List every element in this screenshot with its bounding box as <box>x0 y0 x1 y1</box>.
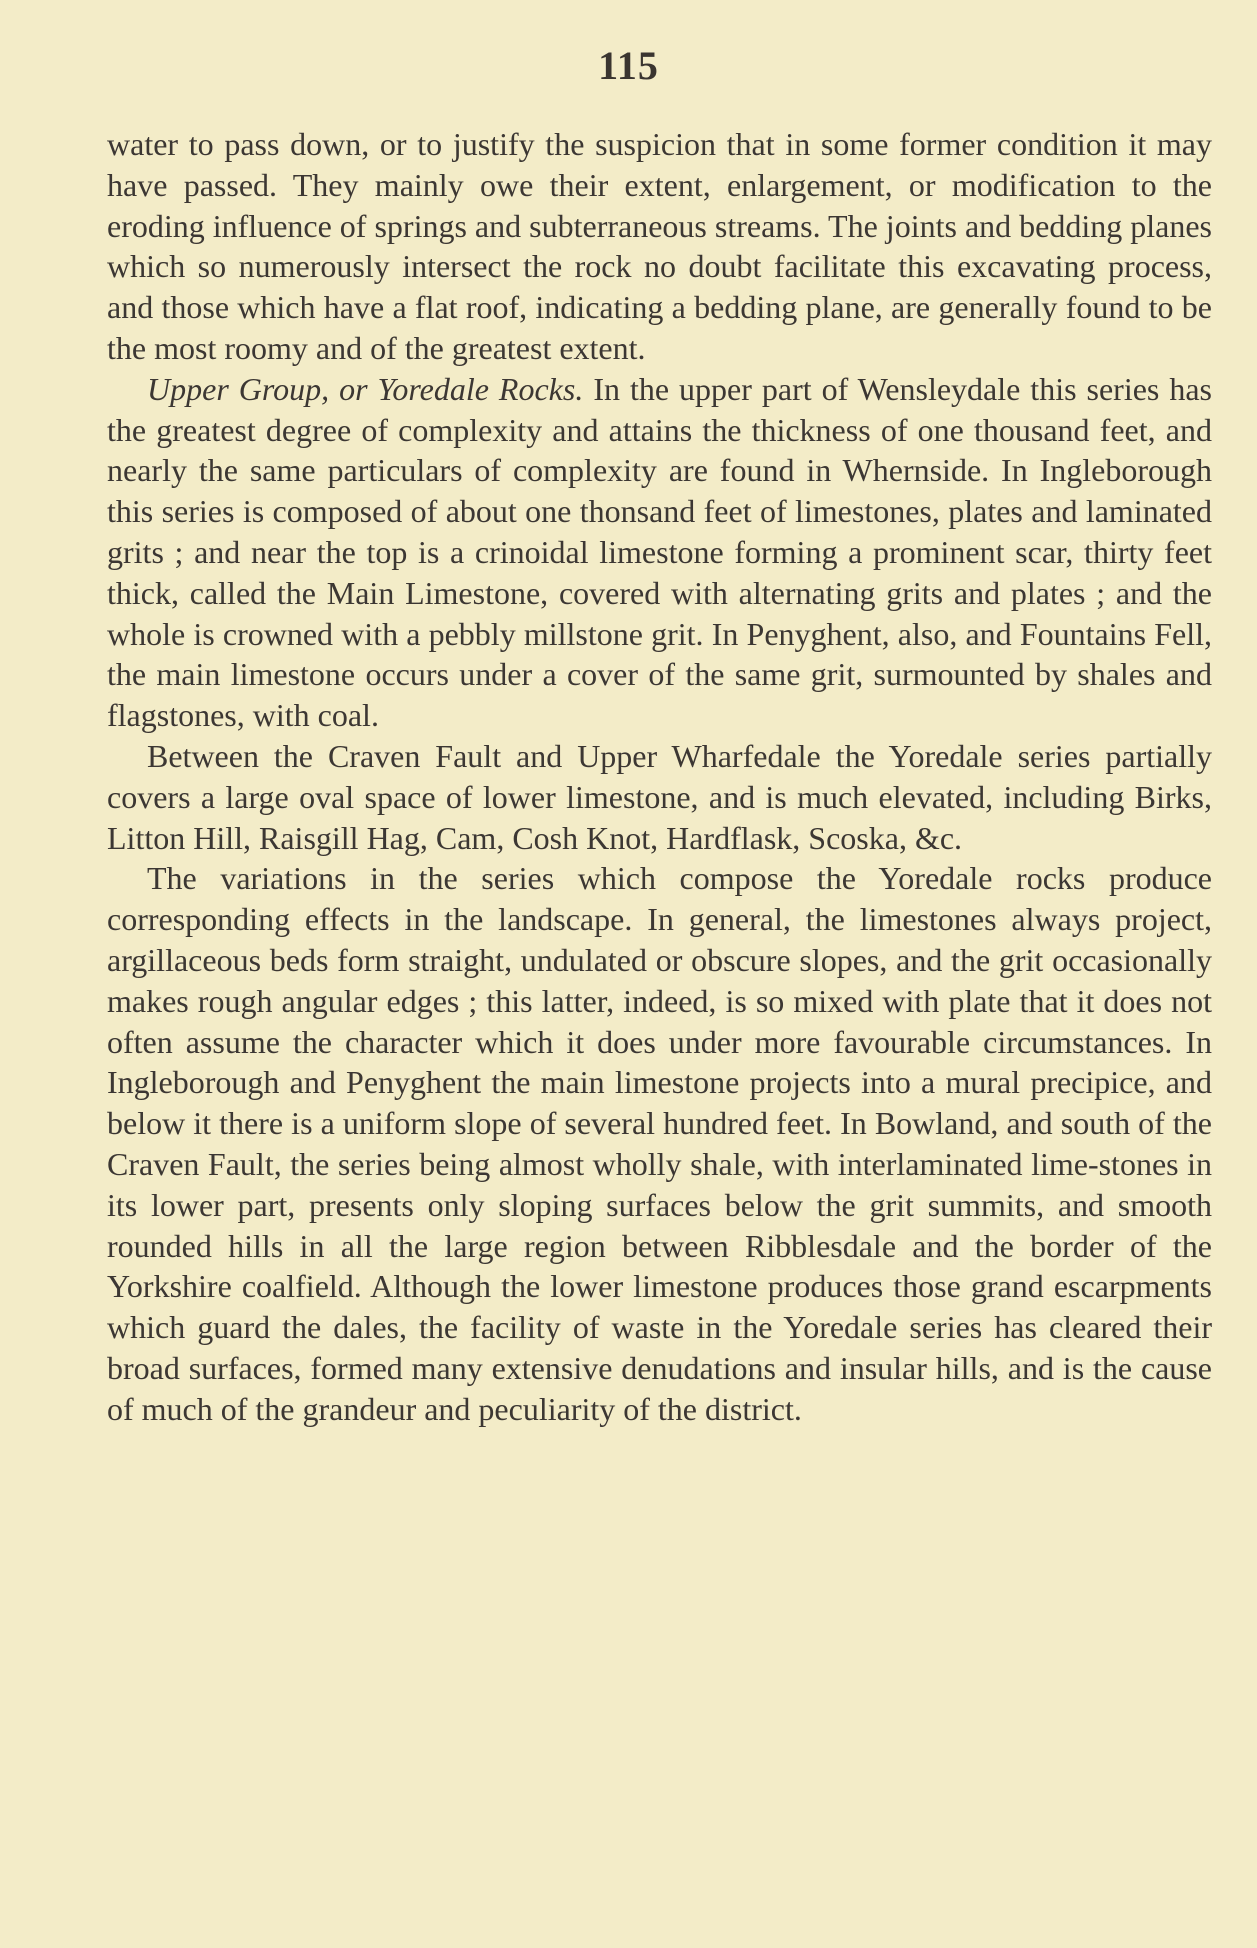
section-heading-italic: Upper Group, or Yoredale Rocks. <box>147 370 584 407</box>
paragraph-variations: The variations in the series which compose the Yoredale rocks produce corresponding effects in the landscape. In general, the limestones always project, argillaceous beds form straight, undulated or obscure slopes, and the grit occasionally makes rough angular edges ; this latter, indeed, is so mixed with plate that it does not often assume the character which it does under more favourable circumstances. In Ingleborough and Penyghent the main limestone projects into a mural precipice, and below it there is a uniform slope of several hundred feet. In Bowland, and south of the Craven Fault, the series being almost wholly shale, with interlaminated lime-stones in its lower part, presents only sloping surfaces below the grit summits, and smooth rounded hills in all the large region between Ribblesdale and the border of the Yorkshire coalfield. Although the lower limestone produces those grand escarpments which guard the dales, the facility of waste in the Yoredale series has cleared their broad surfaces, formed many extensive denudations and insular hills, and is the cause of much of the grandeur and peculiarity of the district. <box>107 860 1212 1427</box>
paragraph-yoredale-rocks <box>107 369 1212 736</box>
body-text <box>107 124 1212 1430</box>
paragraph-caves-continued: water to pass down, or to justify the suspicion that in some former condition it may have passed. They mainly owe their extent, enlargement, or modification to the eroding influence of springs and subterraneous streams. The joints and bedding planes which so numerously intersect the rock no doubt facilitate this excavating process, and those which have a flat roof, indicating a bedding plane, are generally found to be the most roomy and of the greatest extent. <box>107 126 1212 366</box>
paragraph-craven-fault: Between the Craven Fault and Upper Wharfedale the Yoredale series partially covers a large oval space of lower limestone, and is much elevated, including Birks, Litton Hill, Raisgill Hag, Cam, Cosh Knot, Hardflask, Scoska, &c. <box>107 737 1212 856</box>
page-number: 115 <box>598 43 659 88</box>
paragraph-yoredale-rocks-text: In the upper part of Wensleydale this series has the greatest degree of complexity and attains the thickness of one thousand feet, and nearly the same particulars of complexity are found in Whernside. In Ingleborough this series is composed of about one thonsand feet of limestones, plates and laminated grits ; and near the top is a crinoidal limestone forming a prominent scar, thirty feet thick, called the Main Limestone, covered with alternating grits and plates ; and the whole is crowned with a pebbly millstone grit. In Penyghent, also, and Fountains Fell, the main limestone occurs under a cover of the same grit, surmounted by shales and flagstones, with coal. <box>107 370 1213 734</box>
